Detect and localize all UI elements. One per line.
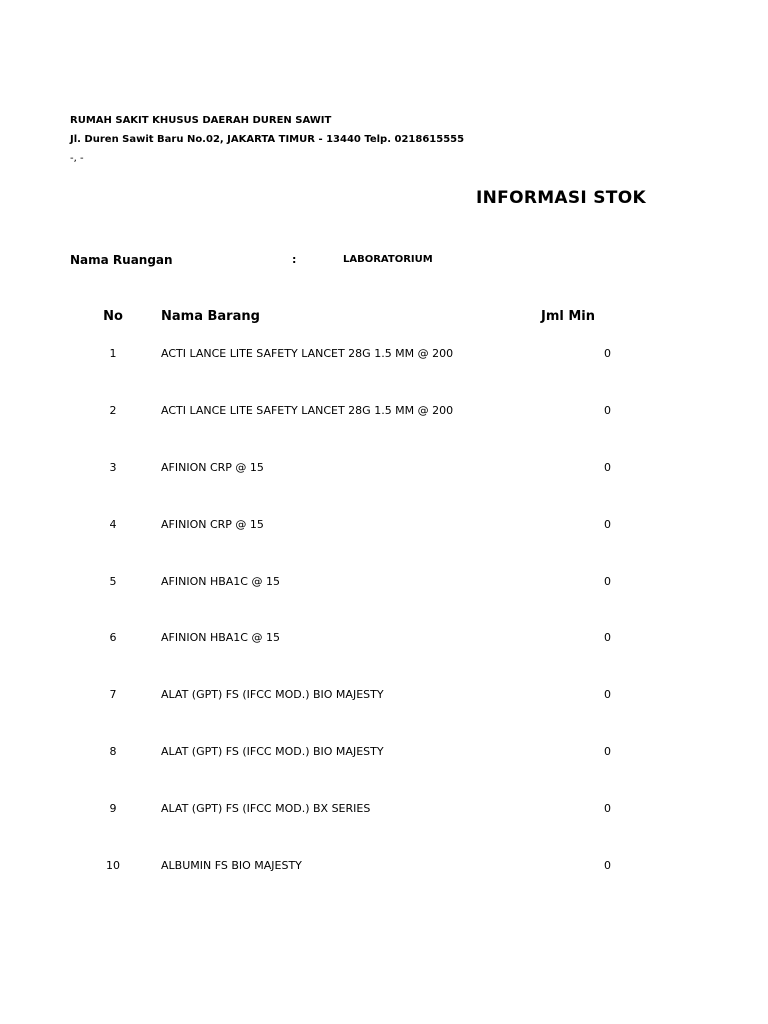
row-no: 8 [109,745,117,758]
column-header-jml-min: Jml Min [541,309,596,324]
table-row [0,461,768,481]
row-item-name: AFINION CRP @ 15 [161,518,264,531]
table-row [0,859,768,879]
row-jml-min: 0 [604,688,611,701]
hospital-city-line: -, - [70,153,84,164]
row-jml-min: 0 [604,859,611,872]
row-item-name: AFINION CRP @ 15 [161,461,264,474]
row-item-name: ALAT (GPT) FS (IFCC MOD.) BIO MAJESTY [161,688,384,701]
row-item-name: ACTI LANCE LITE SAFETY LANCET 28G 1.5 MM @ 200 [161,404,454,417]
row-jml-min: 0 [604,404,611,417]
row-no: 2 [109,404,117,417]
table-row [0,518,768,538]
table-row [0,631,768,651]
page-title: INFORMASI STOK [476,188,646,208]
table-row [0,404,768,424]
hospital-address: Jl. Duren Sawit Baru No.02, JAKARTA TIMUR - 13440 Telp. 0218615555 [70,134,465,145]
table-row [0,745,768,765]
table-row [0,802,768,822]
table-row [0,688,768,708]
row-no: 1 [109,347,117,360]
room-colon: : [292,253,297,266]
hospital-name: RUMAH SAKIT KHUSUS DAERAH DUREN SAWIT [70,115,332,126]
row-item-name: ALAT (GPT) FS (IFCC MOD.) BX SERIES [161,802,371,815]
row-no: 5 [109,575,117,588]
row-jml-min: 0 [604,518,611,531]
table-row [0,347,768,367]
page-title-container [476,188,646,212]
row-item-name: AFINION HBA1C @ 15 [161,631,280,644]
row-item-name: AFINION HBA1C @ 15 [161,575,280,588]
row-no: 9 [109,802,117,815]
row-no: 3 [109,461,117,474]
room-label: Nama Ruangan [70,253,173,267]
row-jml-min: 0 [604,575,611,588]
table-row [0,575,768,595]
row-no: 7 [109,688,117,701]
row-item-name: ALBUMIN FS BIO MAJESTY [161,859,302,872]
row-item-name: ACTI LANCE LITE SAFETY LANCET 28G 1.5 MM @ 200 [161,347,454,360]
column-header-no: No [103,309,123,324]
row-jml-min: 0 [604,802,611,815]
row-no: 6 [109,631,117,644]
row-item-name: ALAT (GPT) FS (IFCC MOD.) BIO MAJESTY [161,745,384,758]
row-no: 4 [109,518,117,531]
room-value: LABORATORIUM [343,254,433,265]
column-header-name: Nama Barang [161,309,260,324]
row-jml-min: 0 [604,631,611,644]
row-jml-min: 0 [604,745,611,758]
row-no: 10 [106,859,120,872]
column-header-jml-container [541,309,613,327]
row-jml-min: 0 [604,347,611,360]
row-jml-min: 0 [604,461,611,474]
